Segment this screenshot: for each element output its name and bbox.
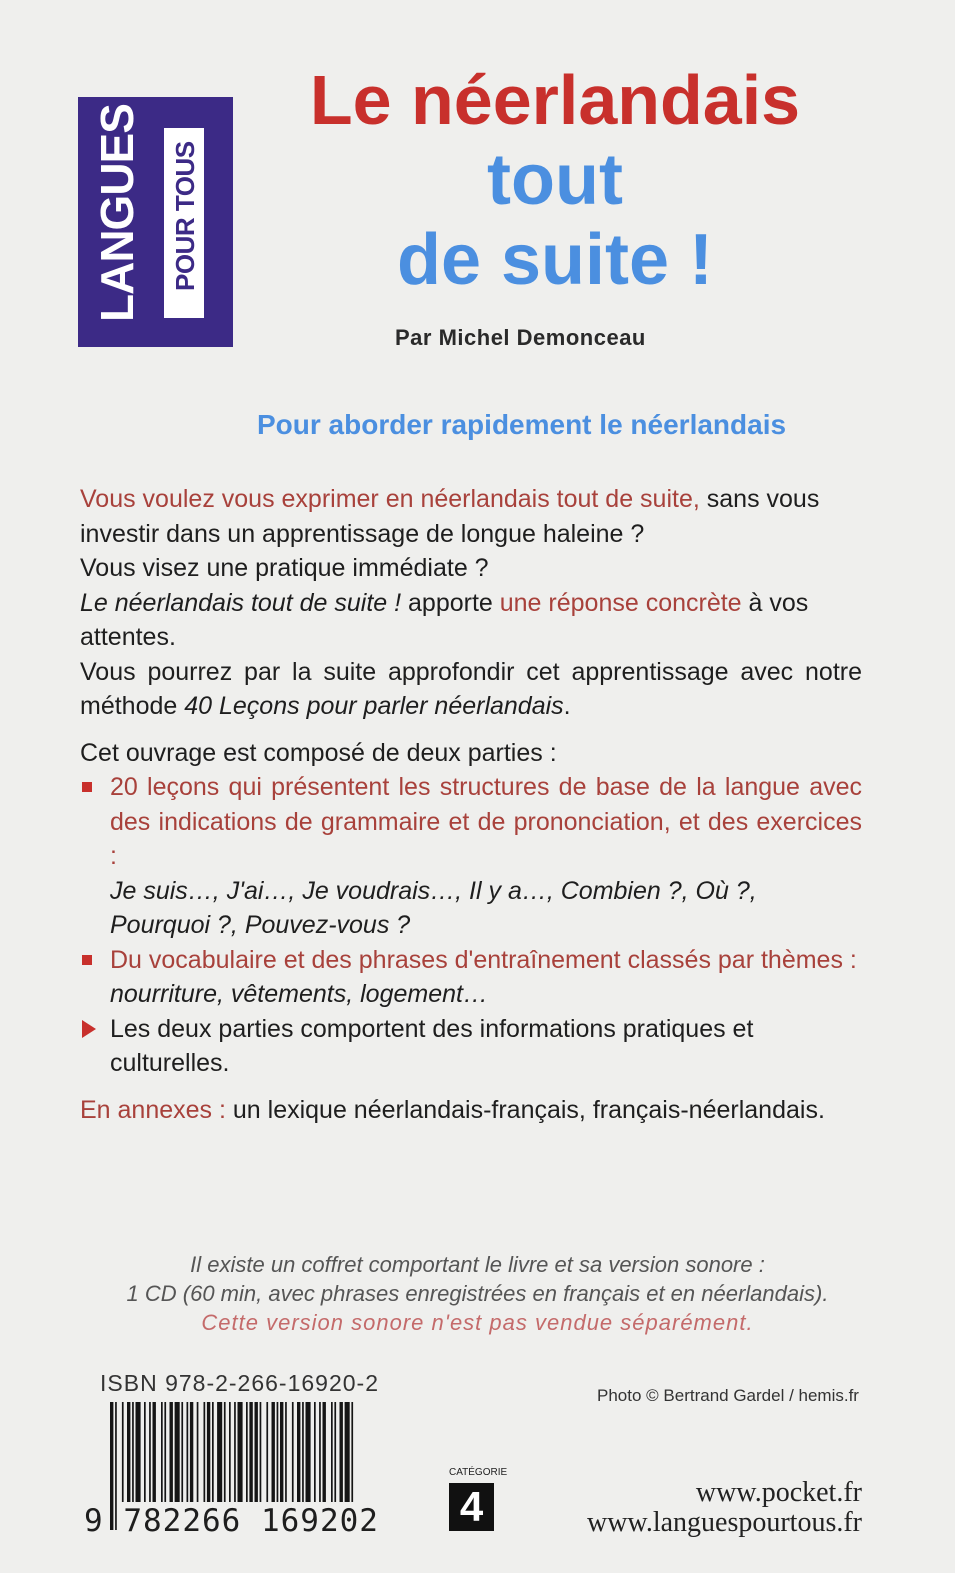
barcode-bar (217, 1402, 222, 1502)
barcode-bar (170, 1402, 173, 1502)
barcode-bar (164, 1402, 166, 1502)
barcode-bar (127, 1402, 130, 1502)
barcode-bar (272, 1402, 275, 1502)
barcode-bar (224, 1402, 226, 1502)
barcode-bar (280, 1402, 283, 1502)
intro-text: Vous pourrez par la suite approfondir cet apprentissage avec notre méthode (80, 657, 862, 720)
isbn: ISBN 978-2-266-16920-2 (100, 1370, 379, 1396)
barcode-bar (149, 1402, 151, 1502)
annexes-label: En annexes : (80, 1095, 226, 1124)
intro-text: sans vous investir dans un apprentissage de longue haleine ? (80, 485, 820, 548)
barcode-bar (153, 1402, 156, 1502)
book-title-ref: Le néerlandais tout de suite ! (80, 588, 402, 617)
barcode-bar (292, 1402, 294, 1502)
title-line-2: tout (487, 140, 623, 220)
barcode-bar (331, 1402, 333, 1502)
barcode-bar (255, 1402, 258, 1502)
square-bullet-icon (82, 782, 92, 792)
barcode-bar (334, 1402, 336, 1502)
barcode-bar (197, 1402, 199, 1502)
annexes (80, 1093, 862, 1128)
author: Par Michel Demonceau (395, 325, 646, 350)
barcode-bar (204, 1402, 206, 1502)
list-item (80, 943, 862, 1012)
barcode-bar (187, 1402, 189, 1502)
note-line-highlight: Cette version sonore n'est pas vendue séparément. (201, 1310, 754, 1335)
barcode-bar (285, 1402, 287, 1502)
list-item-text: Les deux parties comportent des informations pratiques et culturelles. (110, 1014, 754, 1077)
barcode-bar (277, 1402, 279, 1502)
barcode-bar (234, 1402, 236, 1502)
title-line-1: Le néerlandais (309, 61, 801, 139)
barcode-bar (314, 1402, 316, 1502)
barcode-bar (207, 1402, 210, 1502)
barcode-bar (351, 1402, 353, 1502)
intro-text: . (563, 692, 571, 720)
barcode-digits: 9 782266 169202 (84, 1503, 379, 1539)
intro-paragraph-1 (80, 482, 862, 551)
barcode-bar (175, 1402, 180, 1502)
intro-text: apporte (401, 588, 500, 617)
website-link[interactable]: www.pocket.fr (695, 1477, 862, 1508)
subtitle: Pour aborder rapidement le néerlandais (257, 409, 787, 440)
barcode-bar (297, 1402, 300, 1502)
barcode-bar (161, 1402, 163, 1502)
barcode-bar (260, 1402, 262, 1502)
logo-main-text: LANGUES (91, 104, 143, 322)
intro-paragraph-4 (80, 655, 862, 724)
barcode-bar (132, 1402, 134, 1502)
parts-heading: Cet ouvrage est composé de deux parties : (80, 738, 557, 767)
barcode-bar (306, 1402, 311, 1502)
list-item-text: 20 leçons qui présentent les structures de base de la langue avec des indications de grammaire et de prononciation, et des exercices : (110, 773, 862, 870)
barcode-bar (340, 1402, 343, 1502)
barcode-bar (238, 1402, 243, 1502)
barcode-bar (345, 1402, 350, 1502)
annexes-text: un lexique néerlandais-français, français-néerlandais. (225, 1095, 825, 1124)
description (80, 482, 862, 1127)
website-link[interactable]: www.languespourtous.fr (586, 1507, 862, 1538)
list-item-text: Du vocabulaire et des phrases d'entraînement classés par thèmes : (110, 945, 857, 974)
barcode-bar (181, 1402, 183, 1502)
audio-note (60, 1250, 895, 1337)
barcode-bar (319, 1402, 321, 1502)
list-item-examples: Je suis…, J'ai…, Je voudrais…, Il y a…, Combien ?, Où ?, Pourquoi ?, Pouvez-vous ? (110, 876, 757, 939)
photo-credit: Photo © Bertrand Gardel / hemis.fr (597, 1386, 859, 1405)
barcode-bar (122, 1402, 124, 1502)
note-line: Il existe un coffret comportant le livre et sa version sonore : (190, 1252, 765, 1277)
barcode-bar (229, 1402, 231, 1502)
category-label: CATÉGORIE (449, 1467, 508, 1478)
category-badge: 4 (449, 1483, 494, 1531)
logo-sub-text: POUR TOUS (170, 141, 200, 291)
list-item (80, 770, 862, 943)
barcode-bar (246, 1402, 248, 1502)
barcode-bar (249, 1402, 252, 1502)
list-item-examples: nourriture, vêtements, logement… (110, 980, 488, 1008)
square-bullet-icon (82, 955, 92, 965)
title-line-3: de suite ! (396, 220, 714, 300)
barcode-bar (212, 1402, 214, 1502)
barcode-bar (323, 1402, 326, 1502)
intro-paragraph-2: Vous visez une pratique immédiate ? (80, 554, 489, 582)
barcode-bar (190, 1402, 193, 1502)
barcode-bar (136, 1402, 141, 1502)
intro-highlight: Vous voulez vous exprimer en néerlandais tout de suite, (80, 485, 700, 513)
barcode-bar (144, 1402, 146, 1502)
note-line: 1 CD (60 min, avec phrases enregistrées en français et en néerlandais). (126, 1281, 829, 1306)
list-item (80, 1012, 862, 1081)
barcode-bar (266, 1402, 268, 1502)
intro-paragraph-3 (80, 586, 862, 655)
intro-text: à vos attentes. (80, 588, 809, 651)
method-title-ref: 40 Leçons pour parler néerlandais (184, 692, 564, 720)
barcode-bar (302, 1402, 304, 1502)
intro-highlight: une réponse concrète (499, 588, 742, 617)
triangle-bullet-icon (82, 1020, 96, 1038)
logo-sub-box (164, 128, 204, 318)
langues-pour-tous-logo (78, 97, 233, 347)
